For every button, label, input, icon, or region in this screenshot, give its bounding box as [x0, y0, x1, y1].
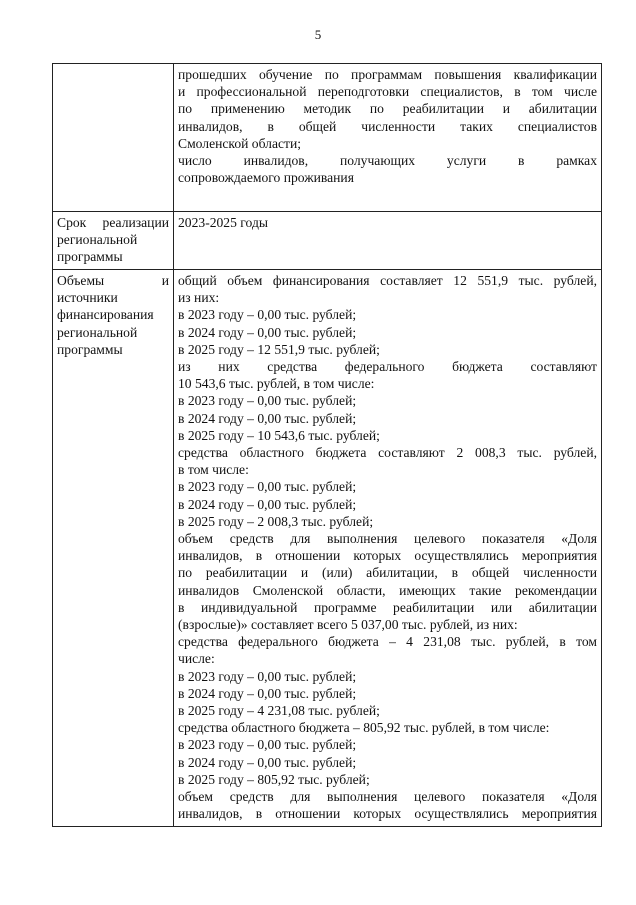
content-line: Смоленской области;: [178, 135, 302, 151]
content-line: сопровождаемого проживания: [178, 170, 354, 186]
row-label-line: программы: [57, 249, 123, 265]
content-line: числе:: [178, 651, 215, 667]
content-line: в 2025 году – 2 008,3 тыс. рублей;: [178, 513, 374, 529]
table-row-implementation-term: [53, 212, 602, 270]
content-line: общий объем финансирования составляет 12 551,9 тыс. рублей,: [178, 273, 597, 288]
content-line: в 2024 году – 0,00 тыс. рублей;: [178, 754, 357, 770]
row-label-line: Объемы и: [57, 273, 169, 288]
content-line: в 2025 году – 805,92 тыс. рублей;: [178, 771, 370, 787]
content-line: в 2025 году – 12 551,9 тыс. рублей;: [178, 341, 380, 357]
content-line: в 2023 году – 0,00 тыс. рублей;: [178, 393, 357, 409]
content-line: объем средств для выполнения целевого показателя «Доля: [178, 789, 597, 805]
content-line: в 2023 году – 0,00 тыс. рублей;: [178, 479, 357, 495]
row-label-line: программы: [57, 341, 123, 357]
row-label-line: региональной: [57, 232, 138, 248]
content-line: в 2023 году – 0,00 тыс. рублей;: [178, 737, 357, 753]
content-line: инвалидов Смоленской области, имеющих такие рекомендации: [178, 582, 597, 598]
row-label-funding: [53, 270, 174, 827]
content-line: средства областного бюджета – 805,92 тыс. рублей, в том числе:: [178, 720, 550, 736]
row-label-empty: [53, 64, 174, 212]
row-label-line: региональной: [57, 324, 138, 340]
row-label-implementation-term: [53, 212, 174, 270]
row-label-line: Срок реализации: [57, 215, 169, 230]
content-line: инвалидов, в отношении которых осуществлялись мероприятия: [178, 806, 597, 822]
row-label-line: источники: [57, 290, 118, 306]
content-line: объем средств для выполнения целевого показателя «Доля: [178, 531, 597, 547]
page-number: 5: [314, 27, 322, 42]
content-line: из них средства федерального бюджета составляют: [178, 359, 597, 375]
content-line: из них:: [178, 290, 220, 306]
row-content-funding: [174, 270, 602, 827]
table-row-target-indicators: [53, 64, 602, 212]
content-line: прошедших обучение по программам повышения квалификации: [178, 67, 597, 82]
content-line: 10 543,6 тыс. рублей, в том числе:: [178, 376, 375, 392]
content-line: в 2024 году – 0,00 тыс. рублей;: [178, 685, 357, 701]
content-line: число инвалидов, получающих услуги в рамках: [178, 153, 597, 169]
table-row-funding: [53, 270, 602, 827]
content-line: в индивидуальной программе реабилитации или абилитации: [178, 599, 597, 615]
content-line: по применению методик по реабилитации и абилитации: [178, 101, 597, 117]
content-line: в 2023 году – 0,00 тыс. рублей;: [178, 668, 357, 684]
content-line: в 2024 году – 0,00 тыс. рублей;: [178, 496, 357, 512]
content-line: по реабилитации и (или) абилитации, в общей численности: [178, 565, 597, 581]
row-content-indicators: [174, 64, 602, 212]
content-line: в 2025 году – 10 543,6 тыс. рублей;: [178, 427, 380, 443]
row-label-line: финансирования: [57, 307, 154, 323]
content-line: в 2025 году – 4 231,08 тыс. рублей;: [178, 703, 380, 719]
content-line: в 2024 году – 0,00 тыс. рублей;: [178, 324, 357, 340]
content-line: (взрослые)» составляет всего 5 037,00 тыс. рублей, из них:: [178, 617, 518, 633]
content-line: в 2023 году – 0,00 тыс. рублей;: [178, 307, 357, 323]
content-line: инвалидов, в общей численности таких специалистов: [178, 118, 597, 134]
content-line: инвалидов, в отношении которых осуществлялись мероприятия: [178, 548, 597, 564]
content-line: 2023-2025 годы: [178, 215, 268, 230]
content-line: средства областного бюджета составляют 2 008,3 тыс. рублей,: [178, 445, 597, 461]
content-line: в 2024 году – 0,00 тыс. рублей;: [178, 410, 357, 426]
content-line: в том числе:: [178, 462, 249, 478]
content-line: средства федерального бюджета – 4 231,08 тыс. рублей, в том: [178, 634, 597, 650]
passport-table: [52, 63, 602, 827]
row-content-implementation-term: [174, 212, 602, 270]
content-line: и профессиональной переподготовки специалистов, в том числе: [178, 84, 597, 100]
